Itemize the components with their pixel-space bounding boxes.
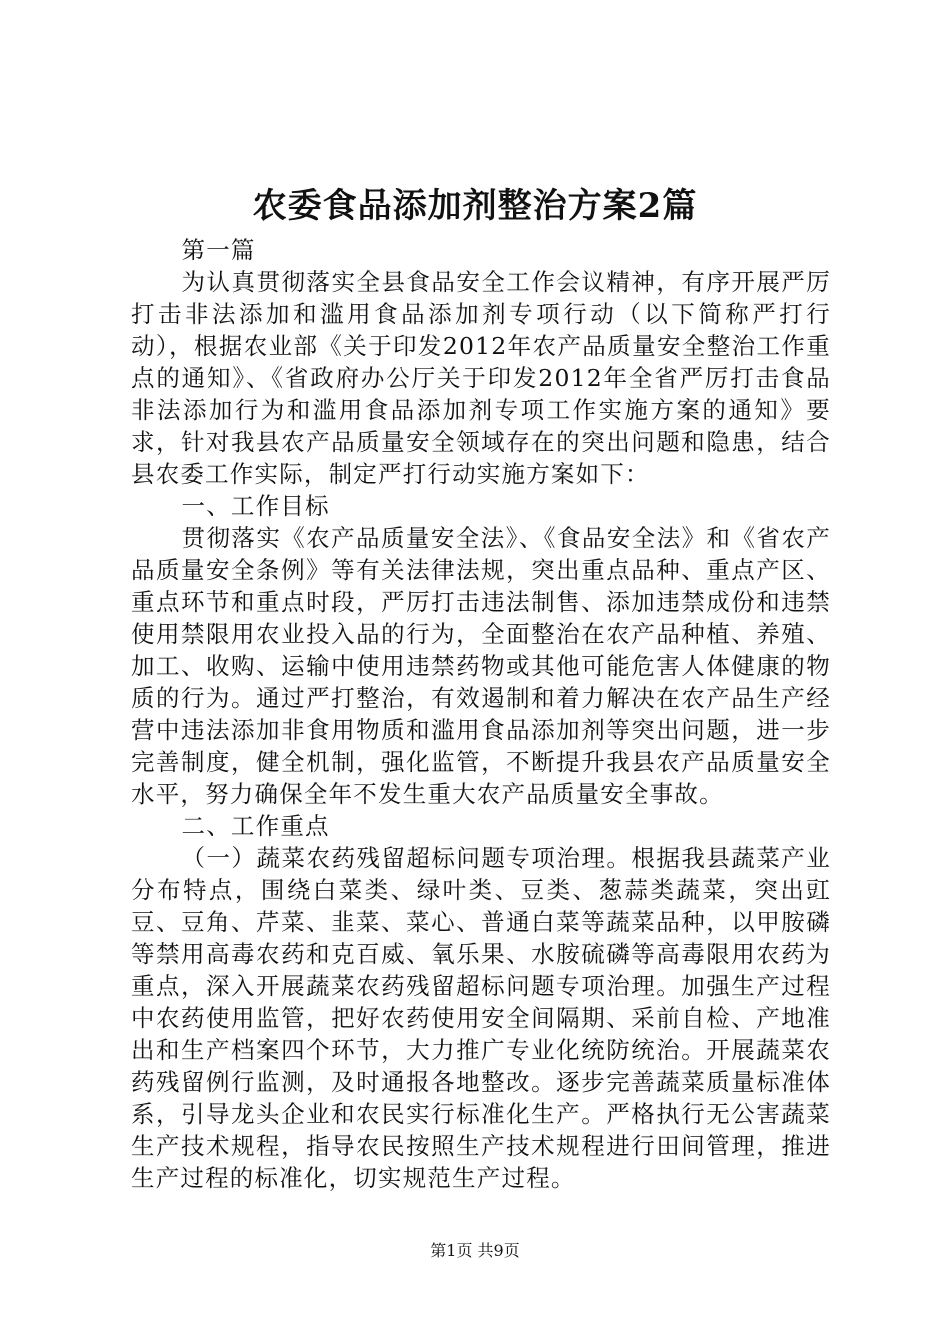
page-number-footer: 第1页 共9页 <box>430 1241 520 1260</box>
paragraph-vegetable-pesticide: （一）蔬菜农药残留超标问题专项治理。根据我县蔬菜产业分布特点，围绕白菜类、绿叶类、豆类、葱蒜类蔬菜，突出豇豆、豆角、芹菜、韭菜、菜心、普通白菜等蔬菜品种，以甲胺磷等禁用高毒农药和克百威、氧乐果、水胺硫磷等高毒限用农药为重点，深入开展蔬菜农药残留超标问题专项治理。加强生产过程中农药使用监管，把好农药使用安全间隔期、采前自检、产地准出和生产档案四个环节，大力推广专业化统防统治。开展蔬菜农药残留例行监测，及时通报各地整改。逐步完善蔬菜质量标准体系，引导龙头企业和农民实行标准化生产。严格执行无公害蔬菜生产技术规程，指导农民按照生产技术规程进行田间管理，推进生产过程的标准化，切实规范生产过程。 <box>131 844 831 1192</box>
heading-work-goals: 一、工作目标 <box>181 492 330 520</box>
paragraph-work-goals: 贯彻落实《农产品质量安全法》、《食品安全法》和《省农产品质量安全条例》等有关法律法规，突出重点品种、重点产区、重点环节和重点时段，严厉打击违法制售、添加违禁成份和违禁使用禁限用农业投入品的行为，全面整治在农产品种植、养殖、加工、收购、运输中使用违禁药物或其他可能危害人体健康的物质的行为。通过严打整治，有效遏制和着力解决在农产品生产经营中违法添加非食用物质和滥用食品添加剂等突出问题，进一步完善制度，健全机制，强化监管，不断提升我县农产品质量安全水平，努力确保全年不发生重大农产品质量安全事故。 <box>131 524 831 808</box>
paragraph-intro: 为认真贯彻落实全县食品安全工作会议精神，有序开展严厉打击非法添加和滥用食品添加剂专项行动（以下简称严打行动），根据农业部《关于印发2012年农产品质量安全整治工作重点的通知》、《省政府办公厅关于印发2012年全省严厉打击食品非法添加行为和滥用食品添加剂专项工作实施方案的通知》要求，针对我县农产品质量安全领域存在的突出问题和隐患，结合县农委工作实际，制定严打行动实施方案如下： <box>131 268 831 488</box>
document-title: 农委食品添加剂整治方案2篇 <box>252 186 698 226</box>
paragraph-section-label: 第一篇 <box>181 236 256 264</box>
document-body <box>131 234 831 1194</box>
heading-work-focus: 二、工作重点 <box>181 812 330 840</box>
